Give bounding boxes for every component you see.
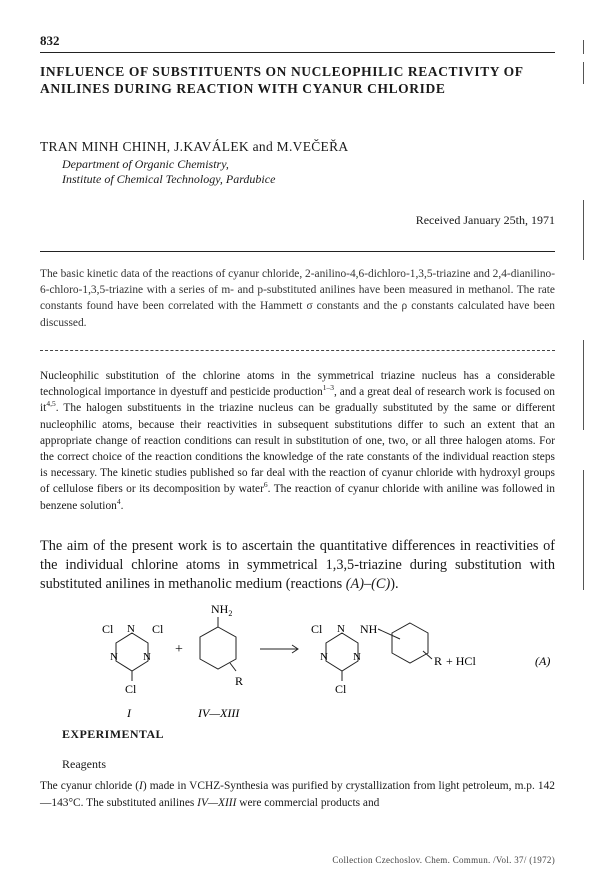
reaction-arrow <box>260 645 298 653</box>
ref-superscript: 4,5 <box>46 399 56 409</box>
n-label: N <box>337 623 345 635</box>
compound-label-iv-xiii: IV—XIII <box>198 706 240 720</box>
subsection-heading-reagents: Reagents <box>62 757 106 771</box>
aim-paragraph: The aim of the present work is to ascertain the quantitative differences in reactivities of the individual chlorine atoms in symmetrical 1,3,5-triazine during substitution with substituted anilines in methanolic medium (reactions (A)–(C)). <box>40 538 555 592</box>
article-title: INFLUENCE OF SUBSTITUENTS ON NUCLEOPHILIC REACTIVITY OF ANILINES DURING REACTION WITH CYANUR CHLORIDE <box>40 64 524 96</box>
margin-mark <box>583 340 584 430</box>
received-date: Received January 25th, 1971 <box>415 213 555 227</box>
margin-mark <box>583 62 584 84</box>
affiliation-institute: Institute of Chemical Technology, Pardubice <box>62 172 276 186</box>
ref-superscript: 1–3 <box>322 383 334 393</box>
nh-label: NH <box>360 622 378 636</box>
ref-superscript: 4 <box>116 496 121 506</box>
affiliation-department: Department of Organic Chemistry, <box>62 157 229 171</box>
section-heading-experimental: EXPERIMENTAL <box>62 727 164 741</box>
nh2-label: $NH_2$ <box>211 605 233 618</box>
compound-label-i: I <box>127 706 131 720</box>
plus-sign: + <box>175 642 183 657</box>
benzene-ring-aniline <box>200 617 236 671</box>
r-label: R <box>235 674 244 688</box>
cl-label: Cl <box>125 682 137 696</box>
n-label: N <box>127 623 135 635</box>
benzene-ring-product <box>392 623 432 663</box>
page-number: 832 <box>40 33 60 48</box>
cl-label: Cl <box>311 622 323 636</box>
journal-footer: Collection Czechoslov. Chem. Commun. /Vol. 37/ (1972) <box>332 855 555 865</box>
abstract-bottom-rule <box>40 350 555 351</box>
hcl-label: + HCl <box>446 654 476 668</box>
n-label: N <box>353 651 361 663</box>
reagents-paragraph: The cyanur chloride (I) made in VCHZ-Synthesia was purified by crystallization from light petroleum, m.p. 142—143°C. The substituted anilines IV—XIII were commercial products and <box>40 780 555 809</box>
n-label: N <box>143 651 151 663</box>
abstract: The basic kinetic data of the reactions of cyanur chloride, 2-anilino-4,6-dichloro-1,3,5-triazine and 2,4-dianilino-6-chloro-1,3,5-triazine with a series of m- and p-substituted anilines have been measured in methanol. The rate constants found have been correlated with the Hammett σ constants and the ρ constants calculated have been discussed. <box>40 268 555 329</box>
authors: TRAN MINH CHINH, J.KAVÁLEK and M.VEČEŘA <box>40 139 349 154</box>
r-label: R <box>434 654 443 668</box>
cl-label: Cl <box>335 682 347 696</box>
n-label: N <box>320 651 328 663</box>
cl-label: Cl <box>102 622 114 636</box>
cl-label: Cl <box>152 622 164 636</box>
intro-paragraph: Nucleophilic substitution of the chlorine atoms in the symmetrical triazine nucleus has a considerable technological importance in dyestuff and pesticide production$^{1-3}$, and a great deal of research work is focused on it$^{4,5}$. The halogen substituents in the triazine nucleus can be gradually substituted by the same or different nucleophilic atoms, because their reactivities in subsequent substitutions differ to such an extent that an appropriate change of reaction conditions can result in substitution of one, two, or all three halogen atoms. For the correct choice of the reaction conditions the knowledge of the rate constants of the individual reaction steps is necessary. The kinetic studies published so far deal with the reaction of cyanur chloride with hydroxyl groups of cellulose fibers or its decomposition by water$^6$. The reaction of cyanur chloride with aniline was followed in benzene solution$^4$. <box>40 370 555 512</box>
margin-mark <box>583 40 584 54</box>
reaction-scheme-a <box>80 605 560 725</box>
margin-mark <box>583 200 584 260</box>
margin-mark <box>583 470 584 590</box>
ref-superscript: 6 <box>263 480 268 490</box>
reaction-label-a: (A) <box>535 654 551 668</box>
header-rule <box>40 52 555 53</box>
abstract-top-rule <box>40 251 555 252</box>
n-label: N <box>110 651 118 663</box>
triazine-ring-2 <box>326 629 400 681</box>
